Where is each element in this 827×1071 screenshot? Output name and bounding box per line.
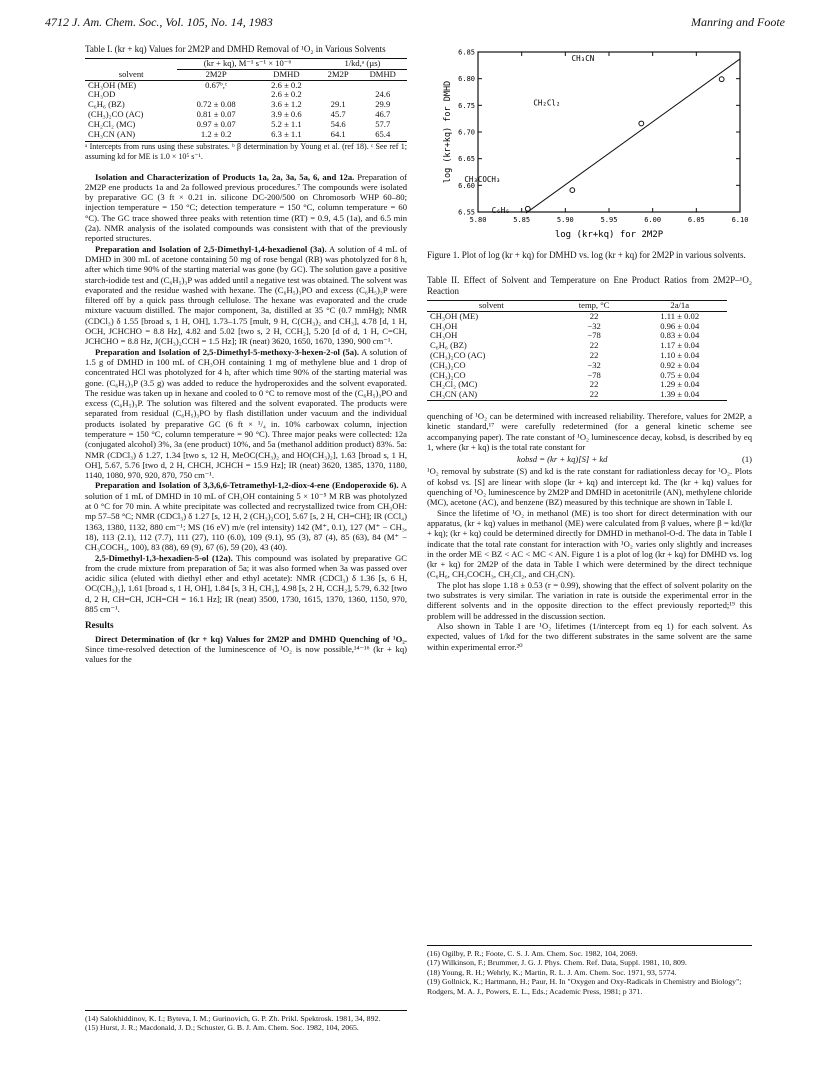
table-cell: −78 bbox=[587, 330, 601, 341]
table-cell: 0.92 ± 0.04 bbox=[660, 359, 700, 370]
table-cell: 1.39 ± 0.04 bbox=[660, 389, 700, 400]
equation-text: kobsd = (kr + kq)[S] + kd bbox=[517, 454, 608, 465]
table2-caption: Table II. Effect of Solvent and Temperature on Ene Product Ratios from 2M2P–¹O₂ Reaction bbox=[427, 275, 752, 296]
table-cell: (CH₃)₂CO bbox=[430, 359, 466, 370]
table1-caption: Table I. (kr + kq) Values for 2M2P and DMHD Removal of ¹O₂ in Various Solvents bbox=[85, 44, 386, 54]
x-tick-label: 6.05 bbox=[687, 216, 705, 224]
figure1-svg bbox=[440, 44, 752, 239]
x-tick-label: 6.00 bbox=[644, 216, 662, 224]
y-tick-label: 6.70 bbox=[458, 128, 475, 137]
footnote: (18) Young, R. H.; Wehrly, K.; Martin, R. L. J. Am. Chem. Soc. 1971, 93, 5774. bbox=[427, 967, 677, 977]
footnote: (14) Salokhiddinov, K. I.; Byteva, I. M.; Gurinovich, G. P. Zh. Prikl. Spektrosk. 1981, 34, 892. bbox=[85, 1014, 381, 1023]
methods-paragraph: Preparation and Isolation of 2,5-Dimethyl-5-methoxy-3-hexen-2-ol (5a). A solution of 1.5 g of DMHD in 100 mL of CH₃OH containing 1 mg of methylene blue and 1 drop of concentrated HCl was photolyzed for 4 h, after which time 90% of the starting material was gone. (C₆H₅)₃P (3.5 g) was added to reduce the hydroperoxides and the solvent evaporated. The residue was taken up in hexane and cooled to 0 °C to remove most of the (C₆H₅)₃PO and excess (C₆H₅)₃P. The solution was filtered and the solvent evaporated. The products were separated from residual (C₆H₅)₃PO by flash distillation under vacuum and the individual products isolated by preparative GC (6 ft × ¹/₄ in. 10% carbowax column, injection temperature = 150 °C, column temperature = 90 °C). Three major peaks were collected: 12a (conjugated alcohol) 3%, 3a (ene product) 10%, and 5a (methanol addition product) 83%. 5a: NMR (CDCl₃) δ 1.27, 1.34 [two s, 12 H, MeOC(CH₃)₂ and HO(CH₃)₂], 1.63 [broad s, 1 H, OH], 5.67, 5.76 [two d, 2 H, CHCH, JCHCH = 15.9 Hz]; IR (neat) 3620, 1385, 1370, 1180, 1140, 1080, 970, 920, 870, 750 cm⁻¹. bbox=[85, 346, 407, 481]
table2-col-header: temp, °C bbox=[578, 300, 610, 310]
table-cell: CH₃OH bbox=[430, 320, 458, 331]
table-cell: 1.11 ± 0.02 bbox=[660, 310, 700, 321]
left-column bbox=[85, 44, 407, 665]
table-row bbox=[85, 80, 407, 90]
table1-col-header: 2M2P bbox=[327, 68, 349, 79]
table-cell: 6.3 ± 1.1 bbox=[271, 128, 302, 139]
right-column bbox=[427, 250, 752, 652]
table-cell: CH₃OH bbox=[430, 330, 458, 341]
table-cell: C₆H₆ (BZ) bbox=[88, 99, 125, 110]
table-cell: 0.72 ± 0.08 bbox=[196, 99, 236, 110]
table-cell: CH₃OD bbox=[88, 89, 116, 100]
equation-number: (1) bbox=[741, 454, 752, 465]
body-paragraph: Since the lifetime of ¹O₂ in methanol (ME) is too short for direct determination with our apparatus, (kr + kq) values in methanol (ME) were calculated from β values, where β = kd/(kr + kq); (kr + kq) could be determined directly for DMHD in methanol-O-d. The data in Table I indicate that the total rate constant for interaction with ¹O₂ varies only slightly and increases in the order ME < BZ < AC < MC < AN. Figure 1 is a plot of log (kr + kq) for DMHD vs. log (kr + kq) for 2M2P of the data in Table I which were determined by the direct technique (C₆H₆, CH₃COCH₃, CH₂Cl₂, and CH₃CN). bbox=[427, 507, 752, 580]
point-label: C₆H₆ bbox=[491, 205, 510, 215]
x-tick-label: 5.90 bbox=[556, 216, 574, 224]
data-point bbox=[639, 121, 644, 126]
point-label: CH₂Cl₂ bbox=[533, 98, 561, 108]
data-point bbox=[719, 77, 724, 82]
footnote: (16) Ogilby, P. R.; Foote, C. S. J. Am. Chem. Soc. 1982, 104, 2069. bbox=[427, 949, 638, 958]
y-tick-label: 6.85 bbox=[458, 48, 475, 57]
table1-col-header: DMHD bbox=[273, 68, 300, 79]
table-cell: −32 bbox=[587, 320, 601, 331]
running-header bbox=[45, 15, 785, 30]
plot-frame bbox=[478, 52, 740, 212]
fit-line bbox=[526, 59, 740, 213]
table-cell: 22 bbox=[589, 340, 599, 351]
figure1-caption: Figure 1. Plot of log (kr + kq) for DMHD vs. log (kr + kq) for 2M2P in various solvents. bbox=[427, 250, 746, 260]
methods-paragraph: 2,5-Dimethyl-1,3-hexadien-5-ol (12a). This compound was isolated by preparative GC from the crude mixture from preparation of 5a; it was also formed when 3a was passed over acidic silica (eluted with diethyl ether and ethyl acetate): NMR (CDCl₃) δ 1.36 [s, 6 H, OC(CH₃)₂], 1.61 [broad s, 1 H, OH], 1.84 [s, 3 H, CH₃], 4.98 [s, 2 H, CCH₂], 5.79, 6.32 [two d, 2 H, CH=CH, JCH=CH = 16.1 Hz]; IR (neat) 3500, 1730, 1615, 1370, 1360, 1150, 970, 885 cm⁻¹. bbox=[85, 552, 407, 615]
table-cell: CH₂Cl₂ (MC) bbox=[430, 379, 478, 390]
methods-paragraph: Preparation and Isolation of 2,5-Dimethyl-1,4-hexadienol (3a). A solution of 4 mL of DMHD in 300 mL of acetone containing 50 mg of rose bengal (RB) was photolyzed for 8 h, after which time 90% of the starting material was gone (by GC). The solution gave a positive starch-iodide test and (C₆H₅)₃P was added until a negative test was obtained. The solvent was evaporated and the residue washed with hexane. The (C₆H₅)₃PO and excess (C₆H₅)₃P were filtered off by a quick pass through cellulose. The hexane was evaporated and the crude mixture vacuum distilled. The major component, 3a, distilled at 35 °C (0.7 mmHg); NMR (CDCl₃) δ 1.55 [broad s, 1 H, OH], 1.73–1.75 [mult, 9 H, C(CH₃)₂ and CH₃], 4.78 [d, 1 H, OCH, JCHCHO = 8.8 Hz], 4.82 and 5.02 [two s, 2 H, CCH₂], 5.20 [d of d, 1 H, C=CH, JCHCHO = 8.8 Hz, J(CH₃)₂CCH = 1.5 Hz]; IR (neat) 3620, 1650, 1670, 1390, 900 cm⁻¹. bbox=[85, 243, 407, 347]
table-cell: CH₃CN (AN) bbox=[88, 128, 136, 139]
y-tick-label: 6.65 bbox=[458, 155, 475, 164]
x-tick-label: 6.10 bbox=[731, 216, 749, 224]
footnote: (15) Hurst, J. R.; Macdonald, J. D.; Schuster, G. B. J. Am. Chem. Soc. 1982, 104, 2065. bbox=[85, 1023, 359, 1033]
table-cell: 22 bbox=[589, 379, 599, 390]
table-cell: 0.67ᵇ,ᶜ bbox=[205, 79, 228, 90]
y-axis-label: log (kr+kq) for DMHD bbox=[443, 80, 453, 184]
x-tick-label: 5.80 bbox=[469, 216, 487, 224]
body-paragraph: Also shown in Table I are ¹O₂ lifetimes (1/intercept from eq 1) for each solvent. As expected, values of 1/kd for the two different substrates in the same solvent are the same within experimental error.²⁰ bbox=[427, 620, 752, 652]
table-cell: 29.9 bbox=[375, 99, 391, 110]
x-tick-label: 5.85 bbox=[513, 216, 531, 224]
table-cell: 2.6 ± 0.2 bbox=[271, 89, 302, 100]
table1-col-header: 2M2P bbox=[205, 68, 227, 79]
table-cell: 0.81 ± 0.07 bbox=[196, 108, 236, 119]
table-cell: 1.10 ± 0.04 bbox=[660, 349, 700, 360]
table1-body bbox=[85, 80, 407, 139]
footnotes-left bbox=[85, 1010, 407, 1033]
data-point bbox=[525, 206, 530, 211]
header-right: Manring and Foote bbox=[691, 15, 785, 29]
results-paragraph: Direct Determination of (kr + kq) Values for 2M2P and DMHD Quenching of ¹O₂. Since time-resolved detection of the luminescence of ¹O₂ is now possible,¹⁴⁻¹⁶ (kr + kq) values for the bbox=[85, 633, 407, 665]
table-cell: −32 bbox=[587, 359, 601, 370]
table1-col-header: DMHD bbox=[369, 68, 396, 79]
table-cell: 1.17 ± 0.04 bbox=[660, 340, 700, 351]
equation-1 bbox=[427, 452, 752, 466]
table-cell: C₆H₆ (BZ) bbox=[430, 340, 467, 351]
table2-body bbox=[427, 311, 727, 400]
footnotes-right bbox=[427, 945, 752, 996]
table-cell: 3.9 ± 0.6 bbox=[271, 108, 302, 119]
footnote: (19) Gollnick, K.; Hartmann, H.; Paur, H. In "Oxygen and Oxy-Radicals in Chemistry and Biology"; Rodgers, M. A. J., Powers, E. L., Eds.; Academic Press, 1981; p 371. bbox=[427, 977, 742, 996]
table-cell: 54.6 bbox=[330, 118, 346, 129]
results-heading: Results bbox=[85, 620, 114, 631]
table2 bbox=[427, 300, 727, 401]
x-tick-label: 5.95 bbox=[600, 216, 618, 224]
table-cell: 0.97 ± 0.07 bbox=[196, 118, 236, 129]
y-tick-label: 6.60 bbox=[458, 181, 475, 190]
table-cell: 0.75 ± 0.04 bbox=[660, 369, 700, 380]
table-cell: −78 bbox=[587, 369, 601, 380]
table-cell: 24.6 bbox=[375, 89, 391, 100]
table-cell: (CH₃)₂CO bbox=[430, 369, 466, 380]
footnote: (17) Wilkinson, F.; Brummer, J. G. J. Phys. Chem. Ref. Data, Suppl. 1981, 10, 809. bbox=[427, 958, 687, 968]
table-cell: 5.2 ± 1.1 bbox=[271, 118, 302, 129]
table1-group-header: (kr + kq), M⁻¹ s⁻¹ × 10⁻⁶ bbox=[177, 59, 318, 70]
table-cell: 3.6 ± 1.2 bbox=[271, 99, 302, 110]
data-point bbox=[570, 188, 575, 193]
table-cell: 1.29 ± 0.04 bbox=[660, 379, 700, 390]
table-cell: 65.4 bbox=[375, 128, 391, 139]
methods-text bbox=[85, 172, 407, 615]
table-cell: CH₃OH (ME) bbox=[88, 79, 137, 90]
table-cell: 1.2 ± 0.2 bbox=[200, 128, 232, 139]
table-cell: 22 bbox=[589, 310, 599, 321]
table1 bbox=[85, 58, 407, 139]
table-cell: CH₃OH (ME) bbox=[430, 310, 479, 321]
table-cell bbox=[318, 80, 359, 90]
table2-col-header: solvent bbox=[478, 300, 504, 310]
table-cell: 46.7 bbox=[375, 108, 391, 119]
x-axis-label: log (kr+kq) for 2M2P bbox=[554, 230, 664, 239]
table-cell: 22 bbox=[589, 349, 599, 360]
table-cell: 0.96 ± 0.04 bbox=[660, 320, 700, 331]
table-cell: 0.83 ± 0.04 bbox=[660, 330, 700, 341]
body-paragraph: quenching of ¹O₂ can be determined with increased reliability. Therefore, values for 2M2P, a kinetic standard,¹⁷ were carefully redetermined (for a general kinetic scheme see accompanying paper). The rate constant of ¹O₂ luminescence decay, kobsd, is described by eq 1, where (kr + kq) is the total rate constant for bbox=[427, 410, 752, 452]
table-cell: (CH₃)₂CO (AC) bbox=[88, 108, 144, 119]
point-label: CH₃COCH₃ bbox=[464, 175, 501, 185]
body-paragraph: The plot has slope 1.18 ± 0.53 (r = 0.99), showing that the effect of solvent polarity on the two substrates is very similar. The variation in rate is outside the experimental error in the different solvents and in the opposite direction to the effect previously reported;¹⁹ this problem will be addressed in the discussion section. bbox=[427, 579, 752, 621]
header-left: 4712 J. Am. Chem. Soc., Vol. 105, No. 14, 1983 bbox=[45, 15, 273, 29]
y-tick-label: 6.75 bbox=[458, 101, 475, 110]
table-cell: 29.1 bbox=[330, 99, 346, 110]
methods-paragraph: Isolation and Characterization of Products 1a, 2a, 3a, 5a, 6, and 12a. Preparation of 2M2P ene products 1a and 2a followed previous procedures.⁷ The compounds were isolated by preparative GC (3 ft × 0.21 in. silicone DC-200/500 on Chromosorb WHP 60–80; injection temperature = 150 °C; detection temperature = 150 °C, column temperature = 60 °C). The GC trace showed three peaks with retention time (RT) = 0.9, 4.5 (1a), and 6.5 min (2a). NMR analysis of the isolated compounds was consistent with that of the previously reported structures. bbox=[85, 171, 407, 244]
table1-col-header: solvent bbox=[118, 68, 144, 79]
y-tick-label: 6.80 bbox=[458, 75, 475, 84]
table-cell: CH₂Cl₂ (MC) bbox=[88, 118, 136, 129]
table-row bbox=[85, 130, 407, 140]
table2-col-header: 2a/1a bbox=[670, 300, 690, 310]
table-cell: 45.7 bbox=[330, 108, 346, 119]
figure1-chart bbox=[440, 44, 752, 239]
table-cell: (CH₃)₂CO (AC) bbox=[430, 349, 486, 360]
table1-group-header: 1/kd,ᵃ (µs) bbox=[318, 59, 407, 70]
methods-paragraph: Preparation and Isolation of 3,3,6,6-Tetramethyl-1,2-diox-4-ene (Endoperoxide 6). A solution of 1 mL of DMHD in 10 mL of CH₃OH containing 5 × 10⁻⁵ M RB was photolyzed at 0 °C for 70 min. A white precipitate was collected and recrystallized twice from CH₃OH: mp 57–58 °C; NMR (CDCl₃) δ 1.27 [s, 12 H, 2 (CH₃)₂CO], 5.67 [s, 2 H, CH=CH]; IR (CCl₄) 1363, 1380, 1132, 880 cm⁻¹; MS (16 eV) m/e (rel intensity) 142 (M⁺, 0.1), 127 (M⁺ − CH₃, 18), 113 (2.1), 112 (7.7), 111 (27), 110 (6.0), 109 (9.1), 95 (3), 87 (4), 85 (63), 84 (M⁺ − CH₃COCH₃, 100), 83 (88), 69 (9), 67 (6), 59 (20), 43 (40). bbox=[85, 480, 407, 553]
table-cell: 22 bbox=[589, 389, 599, 400]
table-cell: 57.7 bbox=[375, 118, 391, 129]
table-cell: CH₃CN (AN) bbox=[430, 389, 478, 400]
point-label: CH₃CN bbox=[571, 54, 595, 64]
y-tick-label: 6.55 bbox=[458, 208, 475, 217]
table-row bbox=[85, 90, 407, 100]
table-cell: 2.6 ± 0.2 bbox=[271, 79, 302, 90]
table-cell: 64.1 bbox=[330, 128, 346, 139]
table-row bbox=[427, 390, 727, 400]
body-paragraph: ¹O₂ removal by substrate (S) and kd is the rate constant for radiationless decay for ¹O₂. Plots of kobsd vs. [S] are linear with slope (kr + kq) and intercept kd. The (kr + kq) values for quenching of ¹O₂ luminescence by 2M2P and DMHD in acetonitrile (AN), methylene chloride (MC), acetone (AC), and benzene (BZ) measured by this technique are shown in Table I. bbox=[427, 466, 752, 508]
table1-notes: ᵃ Intercepts from runs using these substrates. ᵇ β determination by Young et al. (ref 18). ᶜ See ref 1; assuming kd for ME is 1.0 × 10⁵ s⁻¹. bbox=[85, 142, 407, 161]
